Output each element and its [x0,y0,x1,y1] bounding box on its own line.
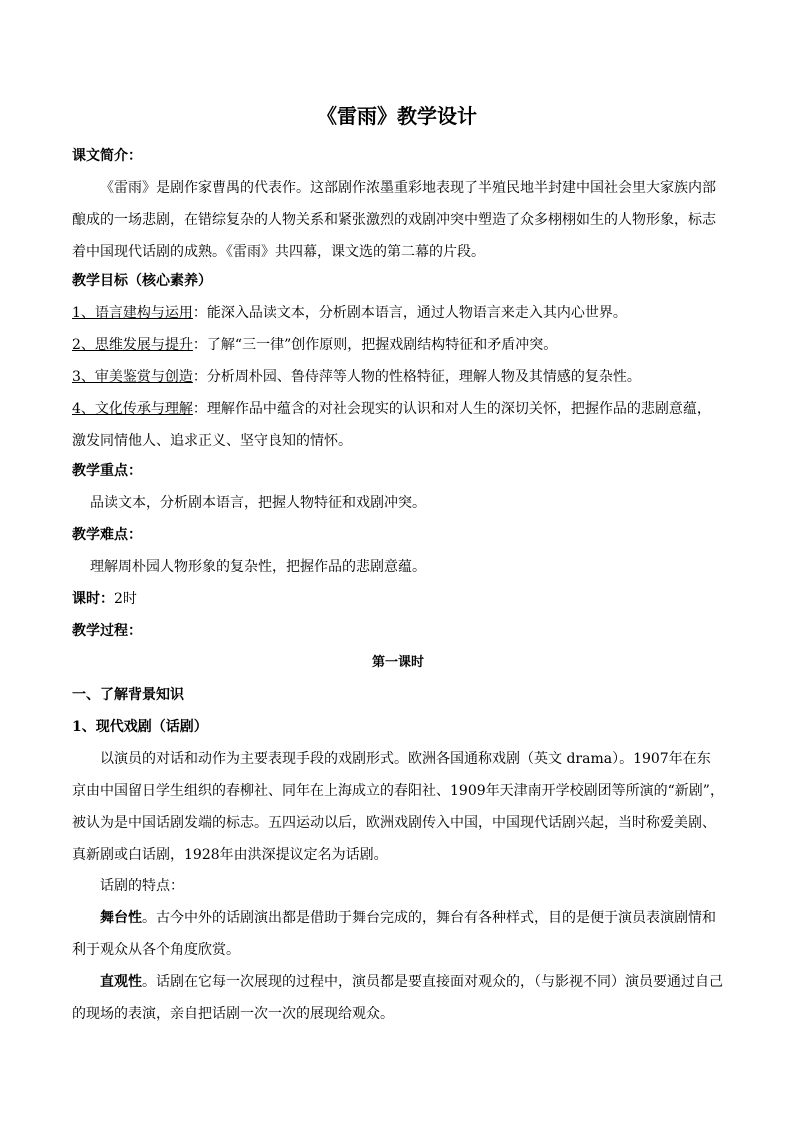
feature-term: 舞台性 [100,910,142,926]
goal-label: 1、语言建构与运用 [72,305,193,321]
lesson-title: 第一课时 [371,655,424,670]
goal-label: 3、审美鉴赏与创造 [72,369,193,385]
section-heading-1: 一、了解背景知识 [72,687,184,703]
goal-item-3 [72,361,724,393]
hours-value: 2时 [114,591,137,607]
process-heading: 教学过程： [72,623,142,639]
goal-text: ：了解“三一律”创作原则，把握戏剧结构特征和矛盾冲突。 [192,337,558,353]
intro-heading: 课文简介： [72,148,142,164]
goal-text: ：理解作品中蕴含的对社会现实的认识和对人生的深切关怀，把握作品的悲剧意蕴，激发同情他人、追求正义、坚守良知的情怀。 [72,401,711,449]
drama-paragraph: 以演员的对话和动作为主要表现手段的戏剧形式。欧洲各国通称戏剧（英文 drama）。1907年在东京由中国留日学生组织的春柳社、同年在上海成立的春阳社、1909年天津南开学校剧团等所演的“新剧”，被认为是中国话剧发端的标志。五四运动以后，欧洲戏剧传入中国，中国现代话剧兴起，当时称爱美剧、真新剧或白话剧，1928年由洪深提议定名为话剧。 [72,751,724,863]
goal-label: 2、思维发展与提升 [72,337,193,353]
difficulties-text: 理解周朴园人物形象的复杂性，把握作品的悲剧意蕴。 [90,559,426,575]
feature-term: 直观性 [100,974,142,990]
feature-text: 。古今中外的话剧演出都是借助于舞台完成的，舞台有各种样式，目的是便于演员表演剧情和利于观众从各个角度欣赏。 [72,910,716,958]
hours-heading: 课时： [72,591,114,607]
features-heading: 话剧的特点： [100,878,184,894]
subsection-heading-1: 1、现代戏剧（话剧） [72,719,208,735]
feature-paragraph-2 [72,966,724,1030]
goal-item-1 [72,297,724,329]
goal-item-4 [72,393,724,457]
feature-text: 。话剧在它每一次展现的过程中，演员都是要直接面对观众的，（与影视不同）演员要通过自己的现场的表演，亲自把话剧一次一次的展现给观众。 [72,974,723,1022]
difficulties-heading: 教学难点： [72,527,142,543]
intro-paragraph: 《雷雨》是剧作家曹禺的代表作。这部剧作浓墨重彩地表现了半殖民地半封建中国社会里大家族内部酿成的一场悲剧，在错综复杂的人物关系和紧张激烈的戏剧冲突中塑造了众多栩栩如生的人物形象，标志着中国现代话剧的成熟。《雷雨》共四幕，课文选的第二幕的片段。 [72,180,716,260]
goals-heading: 教学目标（核心素养） [72,273,212,289]
document-title: 《雷雨》教学设计 [317,104,477,128]
goal-item-2 [72,329,724,361]
goal-label: 4、文化传承与理解 [72,401,193,417]
goal-text: ：能深入品读文本，分析剧本语言，通过人物语言来走入其内心世界。 [192,305,627,321]
feature-paragraph-1 [72,902,724,966]
key-points-text: 品读文本，分析剧本语言，把握人物特征和戏剧冲突。 [90,495,426,511]
key-points-heading: 教学重点： [72,463,142,479]
goal-text: ：分析周朴园、鲁侍萍等人物的性格特征，理解人物及其情感的复杂性。 [192,369,641,385]
hours-line [72,583,724,615]
